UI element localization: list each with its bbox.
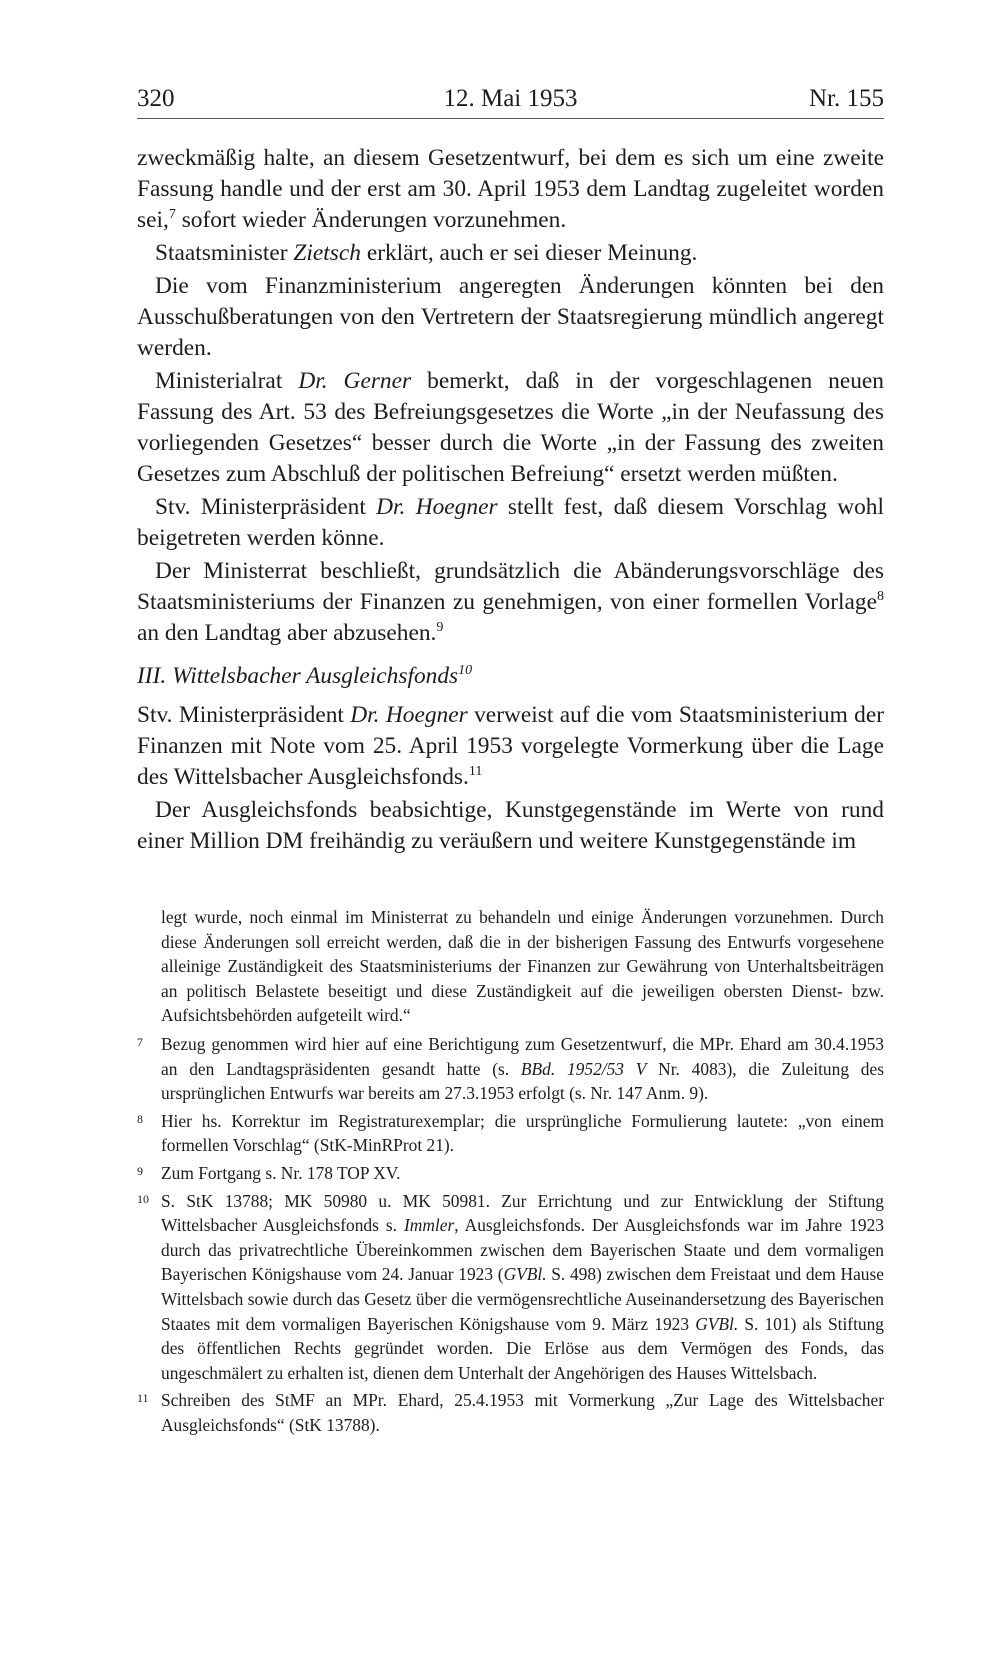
paragraph: Der Ausgleichsfonds beabsichtige, Kunstgegenstände im Werte von rund einer Million DM freihändig zu veräußern und weitere Kunstgegenstände im [137, 797, 884, 854]
footnote-ref: 11 [468, 763, 483, 780]
paragraph: zweckmäßig halte, an diesem Gesetzentwurf, bei dem es sich um eine zweite Fassung handle und der erst am 30. April 1953 dem Landtag zugeleitet worden sei,$^7$ sofort wieder Änderungen vorzunehmen. [137, 145, 884, 233]
paragraph: Der Ministerrat beschließt, grundsätzlich die Abänderungsvorschläge des Staatsministeriums der Finanzen zu genehmigen, von einer formellen Vorlage$^8$ an den Landtag aber abzusehen.$^9$ [137, 558, 884, 646]
paragraph: Ministerialrat Dr. Gerner bemerkt, daß in der vorgeschlagenen neuen Fassung des Art. 53 des Befreiungsgesetzes die Worte „in der Neufassung des vorliegenden Gesetzes“ besser durch die Worte „in der Fassung des zweiten Gesetzes zum Abschluß der politischen Befreiung“ ersetzt werden müßten. [137, 368, 885, 487]
footnote-ref: 8 [876, 588, 884, 605]
footnote: 7 Bezug genommen wird hier auf eine Berichtigung zum Gesetzentwurf, die MPr. Ehard am 30.4.1953 an den Landtagspräsidenten gesandt hatte (s. BBd. 1952/53 V Nr. 4083), die Zuleitung des ursprünglichen Entwurfs war bereits am 27.3.1953 erfolgt (s. Nr. 147 Anm. 9). [137, 1033, 884, 1104]
footnotes [137, 905, 884, 1440]
header-date: 12. Mai 1953 [443, 85, 578, 112]
footnote-number: 10 [137, 1191, 149, 1206]
footnote-ref: 10 [458, 662, 473, 679]
section-heading: III. Wittelsbacher Ausgleichsfonds$^{10}$ [137, 662, 473, 689]
footnote: 10 S. StK 13788; MK 50980 u. MK 50981. Zur Errichtung und zur Entwicklung der Stiftung Wittelsbacher Ausgleichsfonds s. Immler, Ausgleichsfonds. Der Ausgleichsfonds war im Jahre 1923 durch das privatrechtliche Übereinkommen zwischen dem Bayerischen Staate und dem vormaligen Bayerischen Königshause vom 24. Januar 1923 (GVBl. S. 498) zwischen dem Freistaat und dem Hause Wittelsbach sowie durch das Gesetz über die vermögensrechtliche Auseinandersetzung des Bayerischen Staates mit dem vormaligen Bayerischen Königshause vom 9. März 1923 GVBl. S. 101) als Stiftung des öffentlichen Rechts gegründet worden. Die Erlöse aus dem Vermögen des Fonds, das ungeschmälert zu erhalten ist, dienen dem Unterhalt der Angehörigen des Hauses Wittelsbach. [137, 1190, 884, 1383]
person-name: Zietsch [293, 240, 361, 266]
footnote-number: 9 [137, 1163, 143, 1178]
person-name: Dr. Gerner [298, 368, 412, 394]
page-number: 320 [137, 85, 175, 112]
footnote: 8 Hier hs. Korrektur im Registraturexemplar; die ursprüngliche Formulierung lautete: „von einem formellen Vorschlag“ (StK-MinRProt 21). [137, 1110, 884, 1156]
footnote: 9 Zum Fortgang s. Nr. 178 TOP XV. [137, 1162, 401, 1183]
person-name: Dr. Hoegner [376, 494, 498, 520]
footnote-number: 7 [137, 1034, 143, 1049]
document-number: Nr. 155 [809, 85, 884, 112]
paragraph: Die vom Finanzministerium angeregten Änderungen könnten bei den Ausschußberatungen von den Vertretern der Staatsregierung mündlich angeregt werden. [137, 273, 884, 361]
footnote-number: 11 [137, 1391, 149, 1406]
paragraph: Staatsminister Zietsch erklärt, auch er sei dieser Meinung. [155, 240, 698, 266]
footnote-ref: 7 [168, 206, 176, 223]
footnote-continuation: legt wurde, noch einmal im Ministerrat zu behandeln und einige Änderungen vorzunehmen. Durch diese Änderungen soll erreicht werden, daß die in der bisherigen Fassung des Entwurfs vorgesehene alleinige Zuständigkeit des Staatsministeriums der Finanzen zur Gewährung von Unterhaltsbeiträgen an politisch Belastete beseitigt und diese Zuständigkeit auf die jeweiligen obersten Dienst- bzw. Aufsichtsbehörden aufgeteilt wird.“ [161, 907, 884, 1026]
paragraph: Stv. Ministerpräsident Dr. Hoegner stellt fest, daß diesem Vorschlag wohl beigetreten werden könne. [137, 494, 884, 551]
person-name: Dr. Hoegner [350, 702, 468, 728]
footnote-ref: 9 [436, 619, 444, 636]
footnote: 11 Schreiben des StMF an MPr. Ehard, 25.4.1953 mit Vormerkung „Zur Lage des Wittelsbacher Ausgleichsfonds“ (StK 13788). [137, 1390, 884, 1435]
footnote-number: 8 [137, 1111, 143, 1126]
paragraph: Stv. Ministerpräsident Dr. Hoegner verweist auf die vom Staatsministerium der Finanzen mit Note vom 25. April 1953 vorgelegte Vormerkung über die Lage des Wittelsbacher Ausgleichsfonds.$^{11}$ [137, 702, 885, 790]
main-text [137, 143, 884, 859]
running-header [137, 84, 884, 119]
